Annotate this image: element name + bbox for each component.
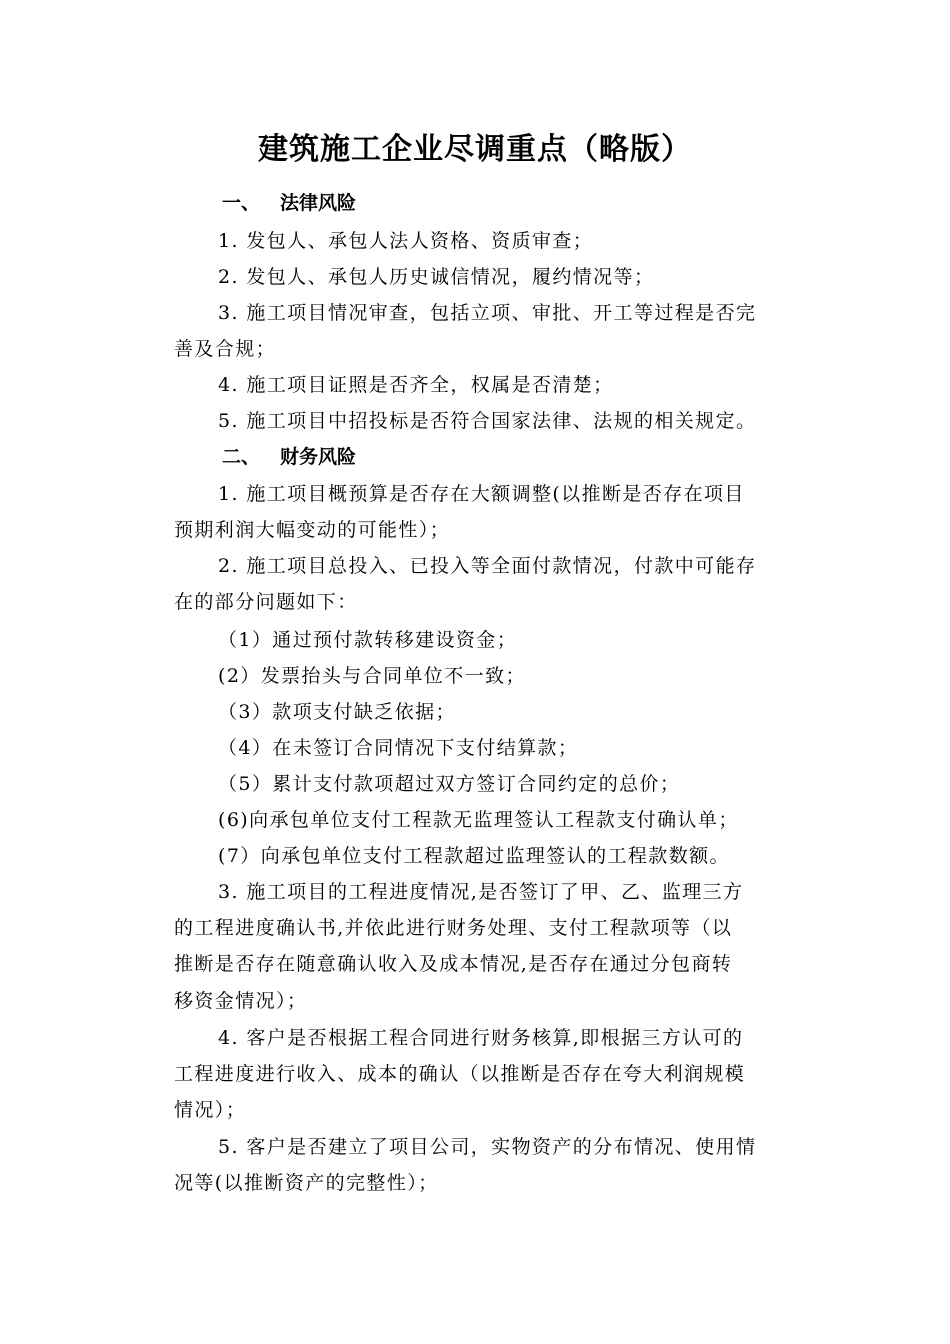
section-heading-legal-risk xyxy=(222,190,356,216)
paragraph-line: 5. 施工项目中招投标是否符合国家法律、法规的相关规定。 xyxy=(218,410,757,432)
paragraph-line: 2. 发包人、承包人历史诚信情况，履约情况等； xyxy=(218,266,655,288)
list-item: (7）向承包单位支付工程款超过监理签认的工程款数额。 xyxy=(218,845,730,867)
paragraph-line: 善及合规； xyxy=(174,338,277,360)
paragraph-line: 4. 客户是否根据工程合同进行财务核算,即根据三方认可的 xyxy=(218,1027,744,1049)
list-item: (2）发票抬头与合同单位不一致； xyxy=(218,665,526,687)
paragraph-line: 预期利润大幅变动的可能性）； xyxy=(174,519,451,541)
list-item: （4）在未签订合同情况下支付结算款； xyxy=(218,737,579,759)
paragraph-line: 1. 发包人、承包人法人资格、资质审查； xyxy=(218,230,594,252)
paragraph-line: 工程进度进行收入、成本的确认（以推断是否存在夸大利润规模 xyxy=(174,1063,746,1085)
paragraph-line: 3. 施工项目情况审查，包括立项、审批、开工等过程是否完 xyxy=(218,302,757,324)
paragraph-line: 2. 施工项目总投入、已投入等全面付款情况，付款中可能存 xyxy=(218,555,757,577)
list-item: （3）款项支付缺乏依据； xyxy=(218,701,456,723)
section-number: 二、 xyxy=(222,446,261,468)
paragraph-line: 情况）； xyxy=(174,1099,247,1121)
paragraph-line: 的工程进度确认书,并依此进行财务处理、支付工程款项等（以 xyxy=(174,917,733,939)
paragraph-line: 3. 施工项目的工程进度情况,是否签订了甲、乙、监理三方 xyxy=(218,881,744,903)
paragraph-line: 况等(以推断资产的完整性）； xyxy=(174,1172,439,1194)
list-item: (6)向承包单位支付工程款无监理签认工程款支付确认单； xyxy=(218,809,739,831)
paragraph-line: 4. 施工项目证照是否齐全，权属是否清楚； xyxy=(218,374,614,396)
page-title: 建筑施工企业尽调重点（略版） xyxy=(258,132,692,167)
section-title: 财务风险 xyxy=(280,446,357,468)
section-heading-financial-risk xyxy=(222,444,356,470)
paragraph-line: 5. 客户是否建立了项目公司，实物资产的分布情况、使用情 xyxy=(218,1136,757,1158)
paragraph-line: 1. 施工项目概预算是否存在大额调整(以推断是否存在项目 xyxy=(218,483,745,505)
section-number: 一、 xyxy=(222,192,261,214)
list-item: （1）通过预付款转移建设资金； xyxy=(218,629,518,651)
list-item: （5）累计支付款项超过双方签订合同约定的总价； xyxy=(218,773,681,795)
paragraph-line: 移资金情况）； xyxy=(174,990,308,1012)
paragraph-line: 推断是否存在随意确认收入及成本情况,是否存在通过分包商转 xyxy=(174,953,733,975)
paragraph-line: 在的部分问题如下： xyxy=(174,591,358,613)
section-title: 法律风险 xyxy=(280,192,357,214)
